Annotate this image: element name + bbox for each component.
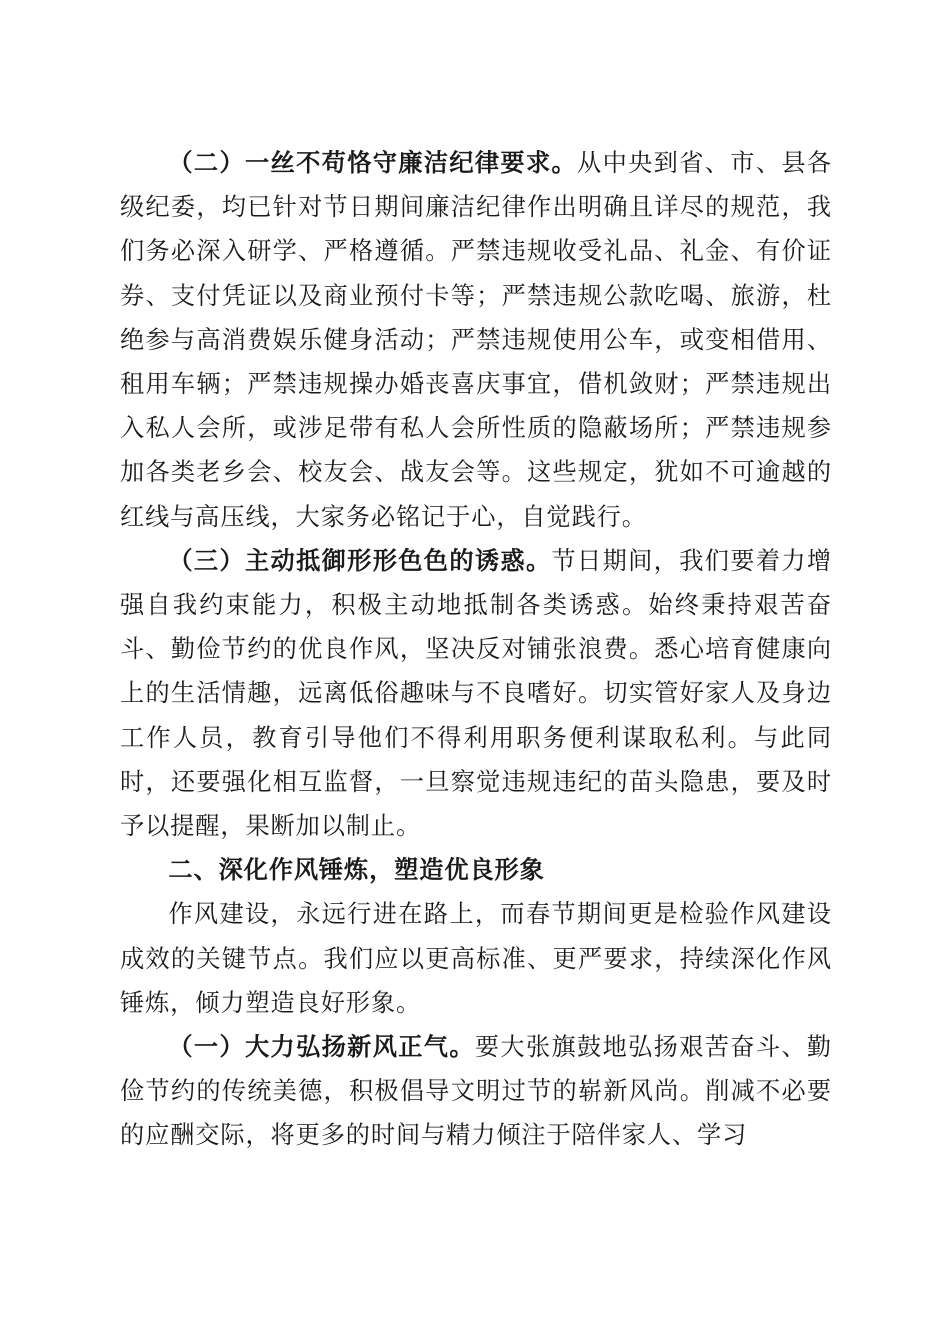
paragraph-lead: （三）主动抵御形形色色的诱惑。 xyxy=(168,546,552,575)
paragraph-text: 从中央到省、市、县各级纪委，均已针对节日期间廉洁纪律作出明确且详尽的规范，我们务必深入研学、严格遵循。严禁违规收受礼品、礼金、有价证券、支付凭证以及商业预付卡等；严禁违规公款吃喝、旅游，杜绝参与高消费娱乐健身活动；严禁违规使用公车，或变相借用、租用车辆；严禁违规操办婚丧喜庆事宜，借机敛财；严禁违规出入私人会所，或涉足带有私人会所性质的隐蔽场所；严禁违规参加各类老乡会、校友会、战友会等。这些规定，犹如不可逾越的红线与高压线，大家务必铭记于心，自觉践行。 xyxy=(120,149,832,531)
paragraph-lead: （二）一丝不苟恪守廉洁纪律要求。 xyxy=(168,149,578,177)
section-intro: 作风建设，永远行进在路上，而春节期间更是检验作风建设成效的关键节点。我们应以更高标准、更严要求，持续深化作风锤炼，倾力塑造良好形象。 xyxy=(120,900,832,1017)
section-heading: 二、深化作风锤炼，塑造优良形象 xyxy=(168,856,545,885)
paragraph-lead: （一）大力弘扬新风正气。 xyxy=(168,1033,475,1062)
paragraph-text: 节日期间，我们要着力增强自我约束能力，积极主动地抵制各类诱惑。始终秉持艰苦奋斗、勤俭节约的优良作风，坚决反对铺张浪费。悉心培育健康向上的生活情趣，远离低俗趣味与不良嗜好。切实管好家人及身边工作人员，教育引导他们不得利用职务便利谋取私利。与此同时，还要强化相互监督，一旦察觉违规违纪的苗头隐患，要及时予以提醒，果断加以制止。 xyxy=(120,546,832,841)
document-body xyxy=(120,141,832,1158)
paragraph-new-ethos xyxy=(120,1025,832,1158)
paragraph-resist-temptation xyxy=(120,539,832,848)
paragraph-text: 要大张旗鼓地弘扬艰苦奋斗、勤俭节约的传统美德，积极倡导文明过节的崭新风尚。削减不必要的应酬交际，将更多的时间与精力倾注于陪伴家人、学习 xyxy=(120,1033,832,1150)
paragraph-integrity-discipline xyxy=(120,141,832,539)
